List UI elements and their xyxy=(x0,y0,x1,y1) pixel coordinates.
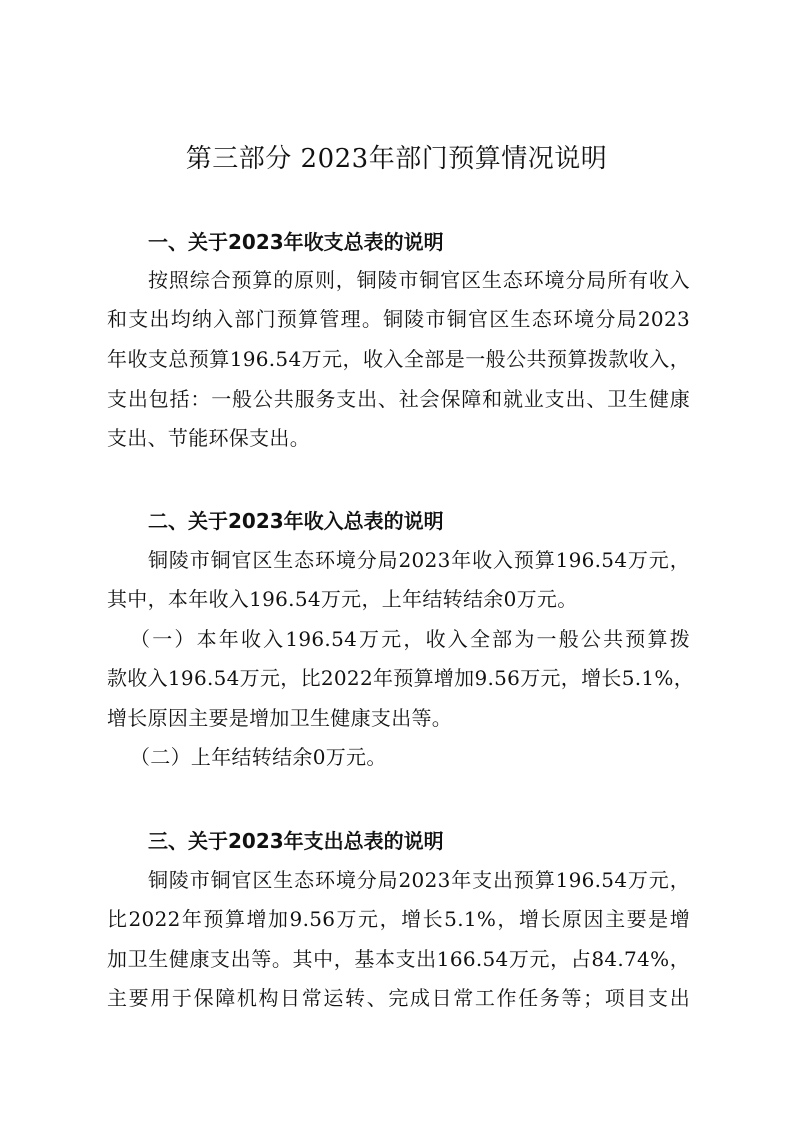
section-1-line-1: 按照综合预算的原则，铜陵市铜官区生态环境分局所有收入 xyxy=(148,268,690,292)
section-3-line-3: 加卫生健康支出等。其中，基本支出166.54万元，占84.74%， xyxy=(107,947,690,971)
section-2-line-1: 铜陵市铜官区生态环境分局2023年收入预算196.54万元， xyxy=(148,548,690,572)
page-title: 第三部分 2023年部门预算情况说明 xyxy=(185,144,608,174)
section-2-line-5: 增长原因主要是增加卫生健康支出等。 xyxy=(107,706,453,730)
section-3-line-1: 铜陵市铜官区生态环境分局2023年支出预算196.54万元， xyxy=(148,868,690,892)
section-1-line-2: 和支出均纳入部门预算管理。铜陵市铜官区生态环境分局2023 xyxy=(107,307,690,331)
section-1-line-5: 支出、节能环保支出。 xyxy=(107,426,310,450)
section-1-line-3: 年收支总预算196.54万元，收入全部是一般公共预算拨款收入， xyxy=(107,347,690,371)
section-3-line-2: 比2022年预算增加9.56万元，增长5.1%，增长原因主要是增 xyxy=(107,907,690,931)
section-1-heading: 一、关于2023年收支总表的说明 xyxy=(148,230,444,254)
section-3-line-4: 主要用于保障机构日常运转、完成日常工作任务等；项目支出 xyxy=(107,986,690,1010)
section-1-line-4: 支出包括：一般公共服务支出、社会保障和就业支出、卫生健康 xyxy=(107,387,690,411)
section-2-line-6: （二）上年结转结余0万元。 xyxy=(130,745,387,769)
section-2-line-3: （一）本年收入196.54万元，收入全部为一般公共预算拨 xyxy=(130,627,690,651)
section-2-line-4: 款收入196.54万元，比2022年预算增加9.56万元，增长5.1%， xyxy=(107,666,695,690)
section-2-heading: 二、关于2023年收入总表的说明 xyxy=(148,509,444,533)
section-2-line-2: 其中，本年收入196.54万元，上年结转结余0万元。 xyxy=(107,587,578,611)
section-3-heading: 三、关于2023年支出总表的说明 xyxy=(148,829,444,853)
